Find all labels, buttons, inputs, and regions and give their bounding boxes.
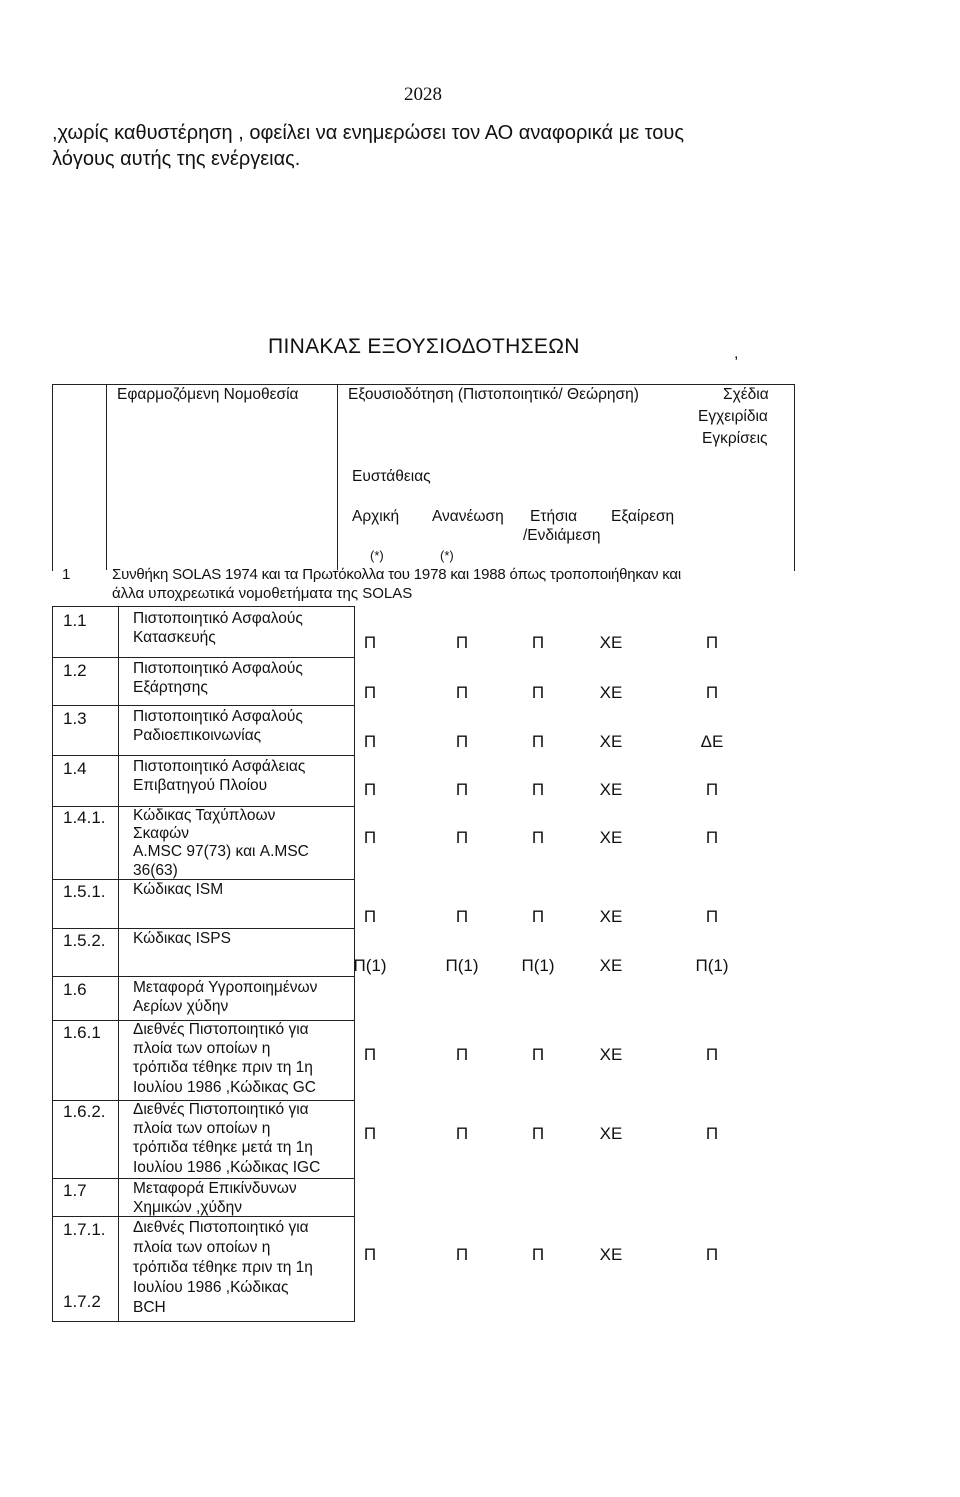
row-number: 1.5.1. — [63, 882, 106, 901]
row-number: 1.6 — [63, 980, 87, 999]
value-initial: Π — [363, 1045, 377, 1064]
row-label-line: Πιστοποιητικό Ασφαλούς — [133, 708, 303, 725]
header-renewal: Ανανέωση — [432, 508, 504, 525]
value-annual: Π — [531, 1124, 545, 1143]
value-renewal: Π — [455, 633, 469, 652]
value-renewal: Π — [455, 780, 469, 799]
header-plans: Σχέδια — [723, 386, 769, 403]
grid-line — [52, 1321, 355, 1322]
section-title-line-1: Συνθήκη SOLAS 1974 και τα Πρωτόκολλα του 1978 και 1988 όπως τροποποιήθηκαν και — [112, 566, 681, 583]
section-title-line-2: άλλα υποχρεωτικά νομοθετήματα της SOLAS — [112, 585, 413, 602]
row-label-line: Μεταφορά Επικίνδυνων — [133, 1180, 297, 1197]
header-annual: Ετήσια — [530, 508, 578, 525]
row-number: 1.1 — [63, 611, 87, 630]
row-label-line: Διεθνές Πιστοποιητικό για — [133, 1219, 309, 1236]
value-initial: Π(1) — [353, 956, 387, 975]
row-label-line: Κατασκευής — [133, 629, 216, 646]
value-exemption: ΧΕ — [599, 828, 623, 847]
value-annual: Π — [531, 907, 545, 926]
value-initial: Π — [363, 683, 377, 702]
row-number: 1.6.2. — [63, 1102, 106, 1121]
table-title: ΠΙΝΑΚΑΣ ΕΞΟΥΣΙΟΔΟΤΗΣΕΩΝ — [268, 335, 580, 358]
grid-line — [52, 755, 355, 756]
value-plans: Π — [705, 1124, 719, 1143]
stray-mark: , — [734, 345, 739, 362]
row-label-line: 36(63) — [133, 862, 178, 879]
row-label-line: Κώδικας ISPS — [133, 930, 231, 947]
header-intermediate: /Ενδιάμεση — [523, 527, 601, 544]
row-label-line: Διεθνές Πιστοποιητικό για — [133, 1101, 309, 1118]
row-label-line: Διεθνές Πιστοποιητικό για — [133, 1021, 309, 1038]
value-initial: Π — [363, 780, 377, 799]
value-plans: Π(1) — [695, 956, 729, 975]
header-approvals: Εγκρίσεις — [702, 430, 768, 447]
row-label-line: Αερίων χύδην — [133, 998, 229, 1015]
value-initial: Π — [363, 633, 377, 652]
row-label-line: Μεταφορά Υγροποιημένων — [133, 979, 318, 996]
row-label-line: πλοία των οποίων η — [133, 1040, 271, 1057]
value-renewal: Π(1) — [445, 956, 479, 975]
header-authorization: Εξουσιοδότηση (Πιστοποιητικό/ Θεώρηση) — [348, 386, 639, 403]
value-annual: Π(1) — [521, 956, 555, 975]
value-renewal: Π — [455, 683, 469, 702]
value-exemption: ΧΕ — [599, 732, 623, 751]
value-initial: Π — [363, 828, 377, 847]
value-exemption: ΧΕ — [599, 907, 623, 926]
header-stability: Ευστάθειας — [352, 468, 431, 485]
row-label-line: Εξάρτησης — [133, 679, 208, 696]
intro-line-2: λόγους αυτής της ενέργειας. — [52, 148, 301, 170]
value-exemption: ΧΕ — [599, 633, 623, 652]
value-plans: Π — [705, 907, 719, 926]
value-plans: ΔΕ — [700, 732, 724, 751]
header-note-renewal: (*) — [440, 548, 454, 563]
value-exemption: ΧΕ — [599, 956, 623, 975]
row-label-line: Πιστοποιητικό Ασφαλούς — [133, 660, 303, 677]
header-initial: Αρχική — [352, 508, 400, 525]
grid-line — [118, 606, 119, 1322]
row-number: 1.3 — [63, 709, 87, 728]
value-exemption: ΧΕ — [599, 1245, 623, 1264]
intro-line-1: ,χωρίς καθυστέρηση , οφείλει να ενημερώσει τον ΑΟ αναφορικά με τους — [52, 122, 684, 144]
row-number: 1.7.1. — [63, 1220, 106, 1239]
value-plans: Π — [705, 1045, 719, 1064]
grid-line — [52, 606, 53, 1322]
value-exemption: ΧΕ — [599, 1124, 623, 1143]
grid-line — [337, 384, 338, 570]
row-label-line: τρόπιδα τέθηκε μετά τη 1η — [133, 1139, 313, 1156]
value-annual: Π — [531, 633, 545, 652]
value-annual: Π — [531, 683, 545, 702]
row-label-line: Χημικών ,χύδην — [133, 1199, 242, 1216]
row-label-line: Σκαφών — [133, 825, 190, 842]
page-number: 2028 — [404, 84, 442, 105]
row-label-line: Πιστοποιητικό Ασφάλειας — [133, 758, 306, 775]
row-label-line: Επιβατηγού Πλοίου — [133, 777, 268, 794]
value-annual: Π — [531, 828, 545, 847]
row-label-line: Ιουλίου 1986 ,Κώδικας — [133, 1279, 289, 1296]
value-annual: Π — [531, 732, 545, 751]
grid-line — [52, 705, 355, 706]
row-label-line: Ιουλίου 1986 ,Κώδικας IGC — [133, 1159, 321, 1176]
value-initial: Π — [363, 732, 377, 751]
row-number: 1.7 — [63, 1181, 87, 1200]
row-number: 1.6.1 — [63, 1023, 101, 1042]
row-number: 1.7.2 — [63, 1292, 101, 1311]
value-plans: Π — [705, 683, 719, 702]
row-label-line: Πιστοποιητικό Ασφαλούς — [133, 610, 303, 627]
value-annual: Π — [531, 1245, 545, 1264]
value-initial: Π — [363, 1124, 377, 1143]
value-renewal: Π — [455, 828, 469, 847]
row-label-line: BCH — [133, 1299, 166, 1316]
grid-line — [52, 606, 355, 607]
grid-line — [52, 976, 355, 977]
value-plans: Π — [705, 633, 719, 652]
value-plans: Π — [705, 828, 719, 847]
header-exemption: Εξαίρεση — [611, 508, 675, 525]
row-number: 1.5.2. — [63, 931, 106, 950]
value-renewal: Π — [455, 1045, 469, 1064]
value-renewal: Π — [455, 1245, 469, 1264]
value-renewal: Π — [455, 907, 469, 926]
grid-line — [106, 384, 107, 570]
header-legislation: Εφαρμοζόμενη Νομοθεσία — [117, 386, 299, 403]
row-number: 1.4.1. — [63, 808, 106, 827]
value-renewal: Π — [455, 1124, 469, 1143]
row-number: 1.4 — [63, 759, 87, 778]
row-label-line: Ραδιοεπικοινωνίας — [133, 727, 262, 744]
row-label-line: τρόπιδα τέθηκε πριν τη 1η — [133, 1059, 313, 1076]
value-plans: Π — [705, 1245, 719, 1264]
section-number: 1 — [62, 566, 71, 583]
header-note-initial: (*) — [370, 548, 384, 563]
value-exemption: ΧΕ — [599, 1045, 623, 1064]
value-initial: Π — [363, 907, 377, 926]
value-plans: Π — [705, 780, 719, 799]
row-label-line: Ιουλίου 1986 ,Κώδικας GC — [133, 1079, 316, 1096]
grid-line — [52, 657, 355, 658]
row-label-line: πλοία των οποίων η — [133, 1120, 271, 1137]
row-label-line: Κώδικας ISM — [133, 881, 224, 898]
value-exemption: ΧΕ — [599, 780, 623, 799]
value-exemption: ΧΕ — [599, 683, 623, 702]
row-label-line: τρόπιδα τέθηκε πριν τη 1η — [133, 1259, 313, 1276]
value-renewal: Π — [455, 732, 469, 751]
value-annual: Π — [531, 780, 545, 799]
header-manuals: Εγχειρίδια — [698, 408, 768, 425]
value-annual: Π — [531, 1045, 545, 1064]
row-number: 1.2 — [63, 661, 87, 680]
value-initial: Π — [363, 1245, 377, 1264]
row-label-line: Κώδικας Ταχύπλοων — [133, 807, 276, 824]
row-label-line: A.MSC 97(73) και A.MSC — [133, 843, 309, 860]
row-label-line: πλοία των οποίων η — [133, 1239, 271, 1256]
